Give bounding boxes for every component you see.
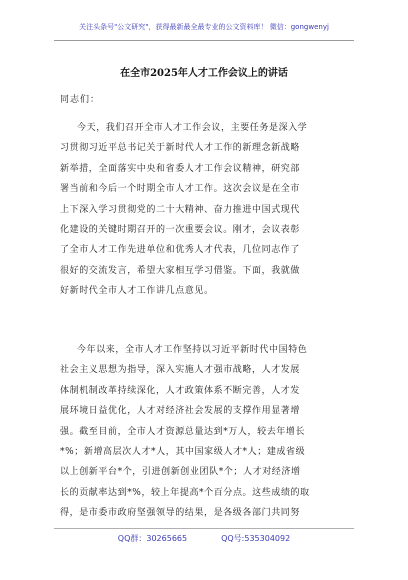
paragraph-line: 得，是市委市政府坚强领导的结果，是各级各部门共同努 bbox=[60, 508, 301, 519]
qq-number: QQ号:535304092 bbox=[221, 534, 291, 543]
paragraph-line: 社会主义思想为指导，深入实施人才强市战略，人才发展 bbox=[60, 365, 301, 376]
paragraph-2 bbox=[60, 340, 350, 524]
paragraph-line: 展环境日益优化，人才对经济社会发展的支撑作用显著增 bbox=[60, 406, 301, 417]
header-divider bbox=[54, 40, 354, 41]
paragraph-line: 今年以来，全市人才工作坚持以习近平新时代中国特色 bbox=[77, 345, 308, 355]
footer bbox=[0, 533, 408, 544]
paragraph-line: 署当前和今后一个时期全市人才工作。这次会议是在全市 bbox=[60, 184, 301, 195]
header-banner: 关注头条号"公文研究"，获得最新最全最专业的公文资料库！ 微信：gongwenyj bbox=[79, 23, 329, 31]
paragraph-line: 以上创新平台*个，引进创新创业团队*个；人才对经济增 bbox=[60, 467, 301, 478]
paragraph-line: 好新时代全市人才工作讲几点意见。 bbox=[60, 286, 214, 297]
footer-divider bbox=[54, 528, 354, 529]
paragraph-line: 了全市人才工作先进单位和优秀人才代表，几位同志作了 bbox=[60, 245, 301, 256]
paragraph-line: 新举措，全面落实中央和省委人才工作会议精神，研究部 bbox=[60, 163, 301, 174]
paragraph-line: 化建设的关键时期召开的一次重要会议。刚才，会议表彰 bbox=[60, 224, 301, 235]
document-title: 在全市2025年人才工作会议上的讲话 bbox=[120, 68, 288, 79]
paragraph-1 bbox=[60, 118, 350, 302]
paragraph-line: 长的贡献率达到*%，较上年提高*个百分点。这些成绩的取 bbox=[60, 487, 310, 498]
paragraph-line: 强。截至目前，全市人才资源总量达到*万人，较去年增长 bbox=[60, 426, 306, 437]
paragraph-line: 体制机制改革持续深化，人才政策体系不断完善，人才发 bbox=[60, 385, 301, 396]
paragraph-line: 上下深入学习贯彻党的二十大精神、奋力推进中国式现代 bbox=[60, 204, 301, 215]
salutation: 同志们： bbox=[60, 95, 101, 105]
paragraph-line: 习贯彻习近平总书记关于新时代人才工作的新理念新战略 bbox=[60, 143, 301, 154]
paragraph-line: *%；新增高层次人才*人，其中国家级人才*人；建成省级 bbox=[60, 446, 306, 457]
paragraph-line: 今天，我们召开全市人才工作会议，主要任务是深入学 bbox=[77, 123, 308, 133]
qq-group-number: QQ群：30265665 bbox=[117, 534, 188, 543]
paragraph-line: 很好的交流发言，希望大家相互学习借鉴。下面，我就做 bbox=[60, 265, 301, 276]
